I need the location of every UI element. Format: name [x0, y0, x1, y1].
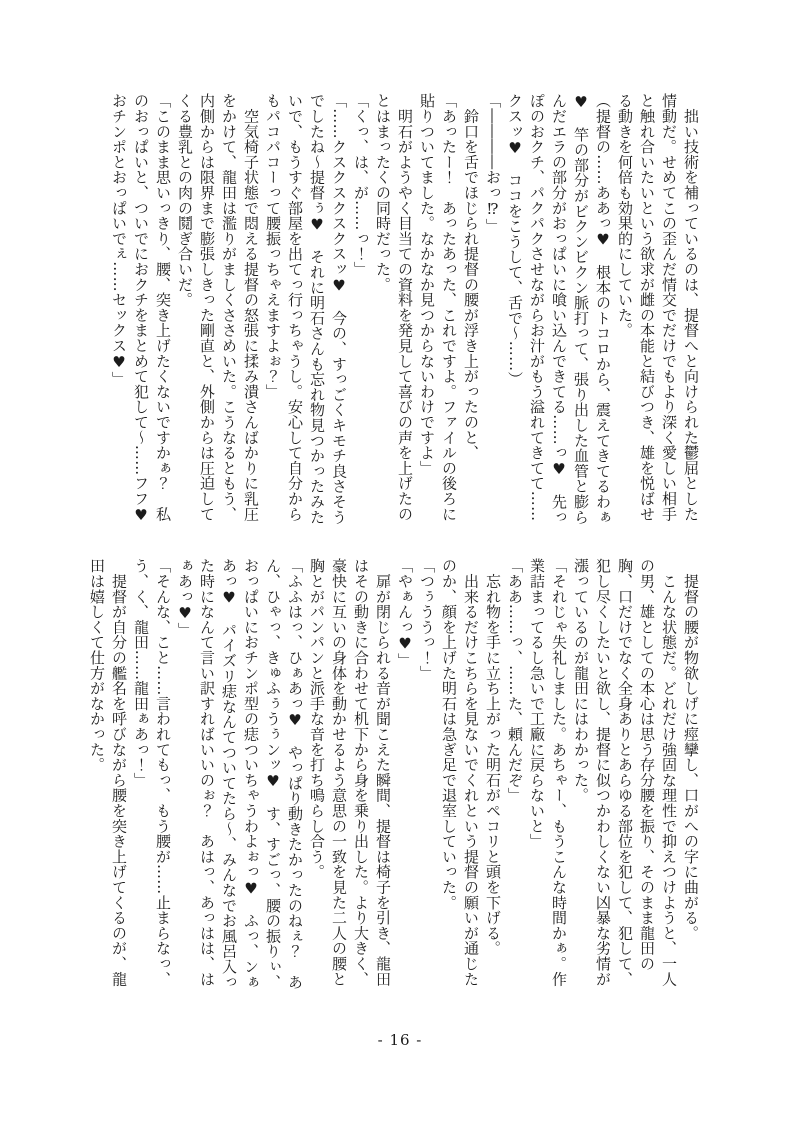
paragraph: 空気椅子状態で悶える提督の怒張に揉み潰さんばかりに乳圧をかけて、龍田は濫りがましくささめいた。こうなるともう、内側からは限界まで膨張しきった剛直と、外側からは圧迫してくる豊乳との肉の鬩ぎ合いだ。	[176, 93, 260, 522]
paragraph: 「――――おっ⁉」	[484, 93, 502, 234]
page-number: - 16 -	[377, 1031, 423, 1049]
paragraph: 扉が閉じられる音が聞こえた瞬間、提督は椅子を引き、龍田はその動きに合わせて机下から身を乗り出した。より大きく、豪快に互いの身体を動かせるよう意思の一致を見た二人の腰と胸とがパンパンと派手な音を打ち鳴らし合う。	[308, 558, 392, 987]
top-text-block	[108, 93, 702, 540]
bottom-text-block	[86, 558, 702, 998]
paragraph: 「そんな、こと……言われてもっ、もう腰が……止まらなっ、う、く、龍田……龍田ぁあっ！」	[132, 558, 172, 987]
paragraph: 「それじゃ失礼しました。あちゃー、もうこんな時間かぁ。作業詰まってるし急いで工廠に戻らないと」	[528, 558, 568, 987]
paragraph: 「つぅううっ！」	[418, 558, 436, 681]
paragraph: 提督が自分の艦名を呼びながら腰を突き上げてくるのが、龍田は嬉しくて仕方がなかった。	[88, 558, 128, 987]
paragraph: 明石がようやく目当ての資料を発見して喜びの声を上げたのとはまったくの同時だった。	[374, 93, 414, 522]
paragraph: 「ああ……っ、……た、頼んだぞ」	[506, 558, 524, 803]
paragraph: （提督の……ああっ♥ 根本のトコロから、震えてきてるわぁ♥ 竿の部分がビクンビクン脈打って、張り出した血管と膨らんだエラの部分がおっぱいに喰い込んできてる……っ♥ 先っぽのおクチ、パクパクさせながらお汁がもう溢れてきてて……クスッ♥ ココをこうして、舌で〜……）	[506, 93, 612, 525]
paragraph: 「……クスクスクスクスッ♥ 今の、すっごくキモチ良さそうでしたね〜提督ぅ♥ それに明石さんも忘れ物見つかったみたいで、もうすぐ部屋を出てっ行っちゃうし。安心して自分からもパコパコーって腰振っちゃえますよぉ？」	[264, 93, 348, 525]
paragraph: 忘れ物を手に立ち上がった明石がペコリと頭を下げる。	[484, 558, 502, 956]
paragraph: こんな状態だ。どれだけ強固な理性で抑えつけようと、一人の男、雄としての本心は思う存分腰を振り、そのまま龍田の胸、口だけでなく全身ありとあらゆる部位を犯して、犯して、犯し尽くしたいと欲し、提督に似つかわしくない凶暴な劣情が漲っているのが龍田にはわかった。	[572, 558, 678, 987]
paragraph: 「やぁんっ♥」	[396, 558, 414, 669]
paragraph: 出来るだけこちらを見ないでくれという提督の願いが通じたのか、顔を上げた明石は急ぎ足で退室していった。	[440, 558, 480, 987]
paragraph: 「くっ、は、が……っ！」	[352, 93, 370, 277]
paragraph: 提督の腰が物欲しげに痙攣し、口がへの字に曲がる。	[682, 558, 700, 941]
paragraph: 「このまま思いっきり、腰、突き上げたくないですかぁ？ 私のおっぱいと、ついでにおクチをまとめて犯して〜……フフ♥ おチンポとおっぱいでぇ……セックス♥」	[110, 93, 172, 540]
paragraph: 拙い技術を補っているのは、提督へと向けられた鬱屈とした情動だ。せめてこの歪んだ情交でだけでもより深く愛しい相手と触れ合いたいという欲求が雌の本能と結びつき、雄を悦ばせる動きを何倍も効果的にしていた。	[616, 93, 700, 522]
paragraph: 鈴口を舌でほじられ提督の腰が浮き上がったのと、	[462, 93, 480, 461]
paragraph: 「ふふはっ、ひぁあっ♥ やっぱり動きたかったのねぇ？ あん、ひゃっ、きゅふぅうぅンッ♥ す、すごっ、腰の振りぃ、おっぱいにおチンポ型の痣ついちゃうわよぉっ♥ ふっ、ンぁあっ♥ パイズリ痣なんてついてたら〜、みんなでお風呂入った時になんて言い訳すればいいのぉ？ あはっ、あっはは、はぁあっ♥」	[176, 558, 304, 990]
paragraph: 「あったー！ あったあった、これですよ。ファイルの後ろに貼りついてました。なかなか見つからないわけですよ」	[418, 93, 458, 522]
